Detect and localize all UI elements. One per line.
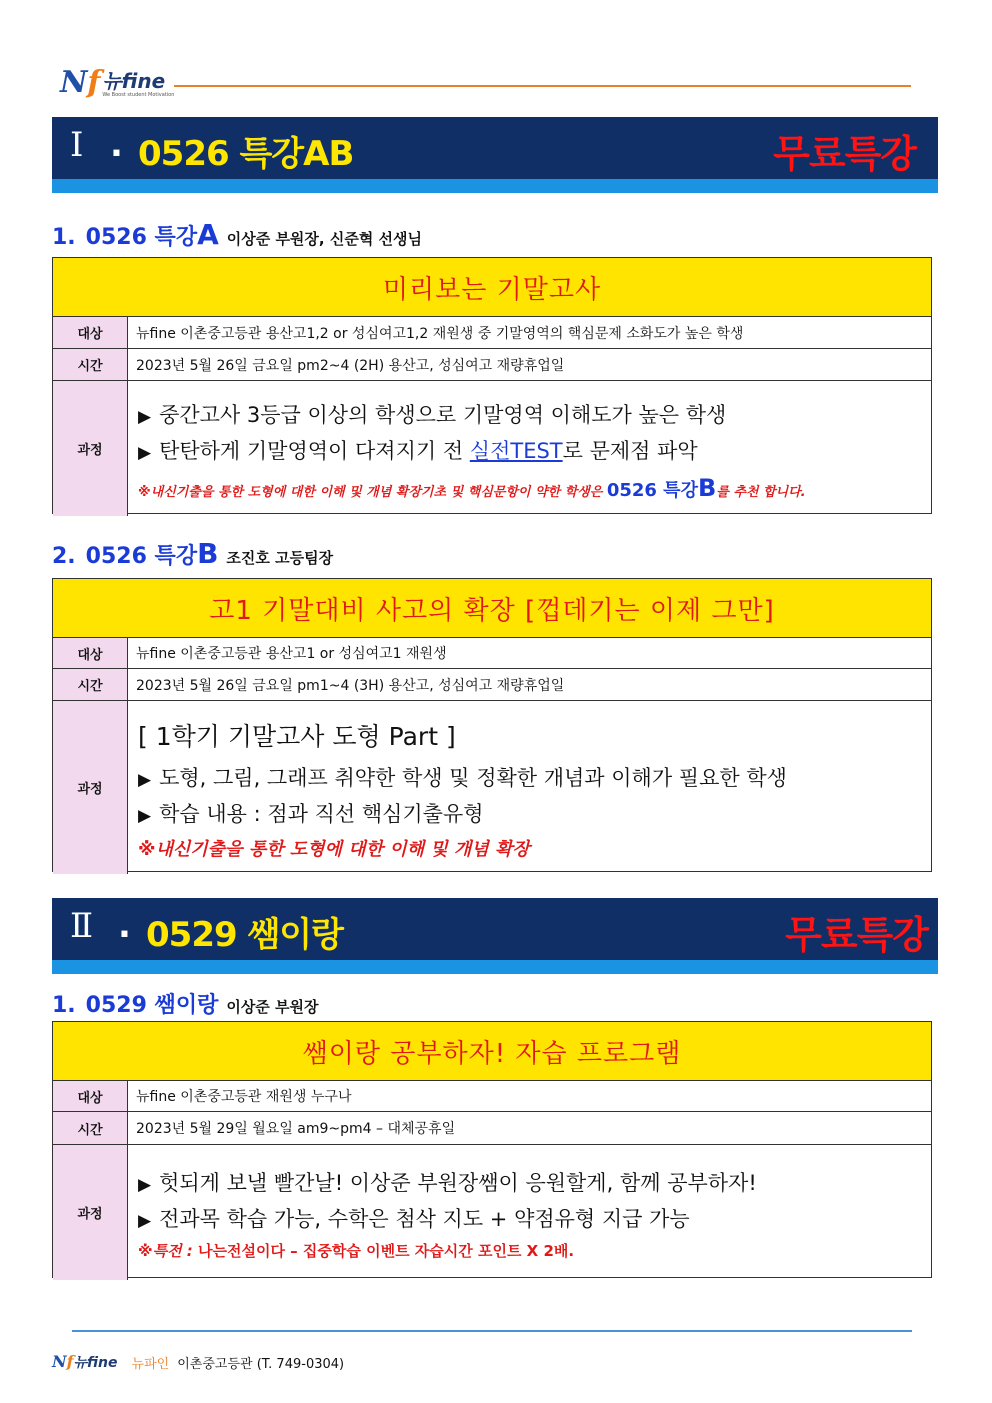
target-row: 대상 뉴fine 이촌중고등관 용산고1 or 성심여고1 재원생 [53,638,931,669]
course-note: ※내신기출을 통한 도형에 대한 이해 및 개념 확장 [138,838,530,860]
course-note: ※내신기출을 통한 도형에 대한 이해 및 개념 확장기초 및 핵심문항이 약한 학생은 0526 특강B를 추천 합니다. [138,473,806,502]
triangle-right-icon: ▶ [138,406,152,427]
practice-test-link: 실전TEST [469,438,563,463]
section-1-banner [52,117,938,193]
section-2-dot: . [118,906,131,946]
program-title: 쌤이랑 공부하자! 자습 프로그램 [53,1022,931,1081]
course-bullet: ▶ 학습 내용 : 점과 직선 핵심기출유형 [138,801,484,826]
header-divider [174,85,911,87]
section-2-numeral: Ⅱ [70,906,94,946]
triangle-right-icon: ▶ [138,1175,152,1195]
triangle-right-icon: ▶ [138,442,152,463]
course-row: 과정 ▶ 중간고사 3등급 이상의 학생으로 기말영역 이해도가 높은 학생 ▶ 탄탄하게 기말영역이 다져지기 전 실전TEST로 문제점 파악 ※내신기출을 통한 도형에 대한 이해 및 개념 확장기초 및 핵심문항이 약한 학생은 0526 특강B를 추천 합니다. [53,381,931,516]
section-2-badge: 무료특강 [785,913,928,957]
target-value: 뉴fine 이촌중고등관 용산고1 or 성심여고1 재원생 [136,646,447,662]
program-box-1b [52,578,932,872]
time-value: 2023년 5월 26일 금요일 pm2~4 (2H) 용산고, 성심여고 재량휴업일 [136,357,565,374]
logo-name: 뉴fine [102,69,166,93]
triangle-right-icon: ▶ [138,805,152,826]
target-value: 뉴fine 이촌중고등관 용산고1,2 or 성심여고1,2 재원생 중 기말영역의 핵심문제 소화도가 높은 학생 [136,325,744,342]
target-row: 대상 뉴fine 이촌중고등관 재원생 누구나 [53,1081,931,1112]
time-value: 2023년 5월 26일 금요일 pm1~4 (3H) 용산고, 성심여고 재량휴업일 [136,677,565,694]
footer-branch: 이촌중고등관 (T. 749-0304) [177,1356,345,1372]
sub-heading-1a: 1. 0526 특강 A 이상준 부원장, 신준혁 선생님 [52,218,422,251]
footer-brand: 뉴파인 [131,1356,170,1372]
footer-divider [72,1330,912,1332]
program-title: 미리보는 기말고사 [53,258,931,317]
program-title: 고1 기말대비 사고의 확장 [껍데기는 이제 그만] [53,579,931,638]
program-box-1a [52,257,932,514]
section-1-title: 0526 특강AB [138,134,354,174]
target-value: 뉴fine 이촌중고등관 재원생 누구나 [136,1089,352,1105]
section-1-dot: . [110,125,123,165]
course-bullet: ▶ 중간고사 3등급 이상의 학생으로 기말영역 이해도가 높은 학생 [138,402,727,427]
footer [52,1352,344,1372]
time-row: 시간 2023년 5월 26일 금요일 pm1~4 (3H) 용산고, 성심여고 재량휴업일 [53,669,931,701]
course-row: 과정 [ 1학기 기말고사 도형 Part ] ▶ 도형, 그림, 그래프 취약한 학생 및 정확한 개념과 이해가 필요한 학생 ▶ 학습 내용 : 점과 직선 핵심기출유형 ※내신기출을 통한 도형에 대한 이해 및 개념 확장 [53,701,931,874]
brand-logo [60,58,174,98]
course-bullet: ▶ 전과목 학습 가능, 수학은 첨삭 지도 + 약점유형 지급 가능 [138,1207,690,1231]
triangle-right-icon: ▶ [138,1211,152,1231]
course-bullet: ▶ 도형, 그림, 그래프 취약한 학생 및 정확한 개념과 이해가 필요한 학생 [138,765,787,790]
section-1-numeral: Ⅰ [70,125,84,165]
course-row: 과정 ▶ 헛되게 보낼 빨간날! 이상준 부원장쌤이 응원할게, 함께 공부하자! ▶ 전과목 학습 가능, 수학은 첨삭 지도 + 약점유형 지급 가능 ※특전 : 나는전설이다 – 집중학습 이벤트 자습시간 포인트 X 2배. [53,1145,931,1280]
time-value: 2023년 5월 29일 월요일 am9~pm4 – 대체공휴일 [136,1121,456,1137]
logo-mark-icon: Nf [60,65,101,100]
course-part-heading: [ 1학기 기말고사 도형 Part ] [138,721,456,751]
sub-heading-2: 1. 0529 쌤이랑 이상준 부원장 [52,993,319,1018]
time-row: 시간 2023년 5월 29일 월요일 am9~pm4 – 대체공휴일 [53,1112,931,1145]
logo-tagline: We Boost student Motivation [102,92,175,98]
section-2-banner [52,898,938,974]
section-1-badge: 무료특강 [773,132,916,176]
section-2-title: 0529 쌤이랑 [146,915,343,955]
target-row: 대상 뉴fine 이촌중고등관 용산고1,2 or 성심여고1,2 재원생 중 기말영역의 핵심문제 소화도가 높은 학생 [53,317,931,349]
course-bullet: ▶ 탄탄하게 기말영역이 다져지기 전 실전TEST로 문제점 파악 [138,438,698,463]
sub-heading-1b: 2. 0526 특강 B 조진호 고등팀장 [52,537,334,570]
triangle-right-icon: ▶ [138,769,152,790]
program-box-2 [52,1021,932,1278]
course-bullet: ▶ 헛되게 보낼 빨간날! 이상준 부원장쌤이 응원할게, 함께 공부하자! [138,1171,757,1195]
course-note: ※특전 : 나는전설이다 – 집중학습 이벤트 자습시간 포인트 X 2배. [138,1242,575,1260]
time-row: 시간 2023년 5월 26일 금요일 pm2~4 (2H) 용산고, 성심여고 재량휴업일 [53,349,931,381]
footer-logo-icon: Nf뉴fine [52,1352,118,1371]
